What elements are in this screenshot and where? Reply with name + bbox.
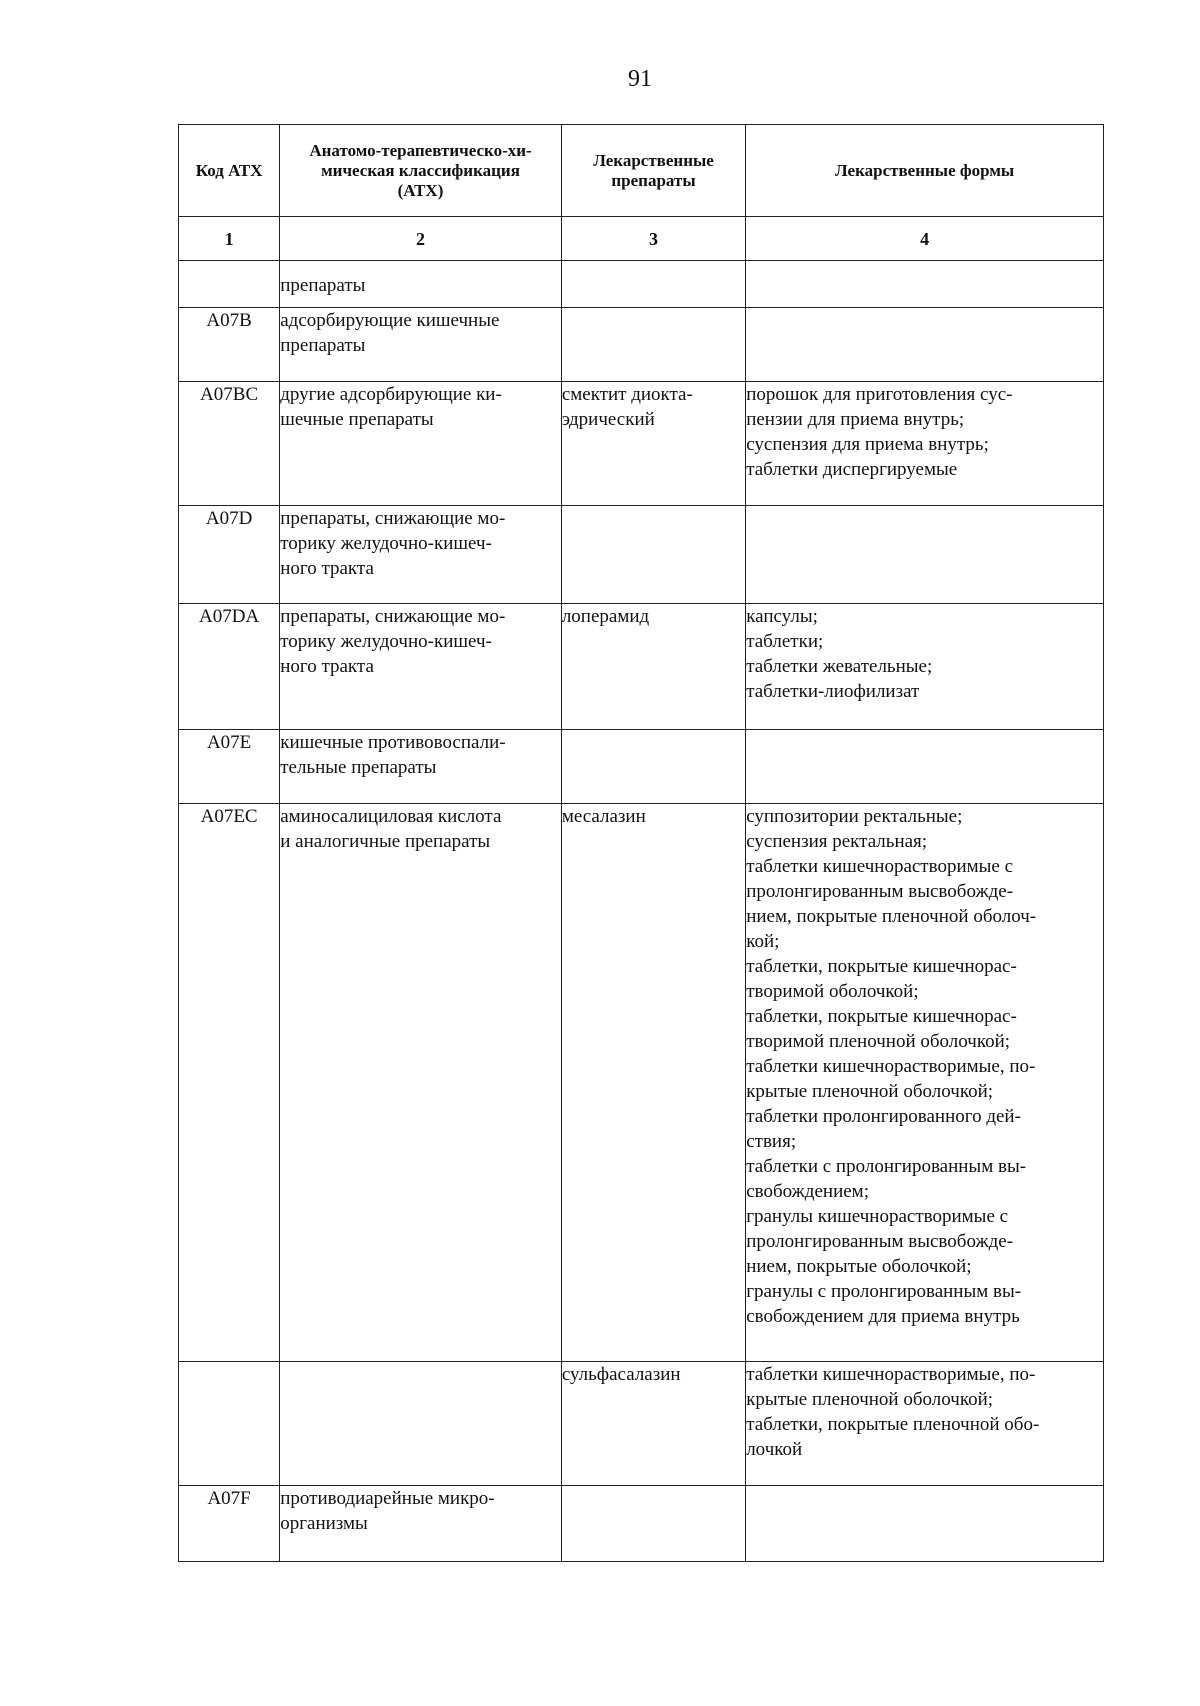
cell-code: A07B bbox=[179, 308, 280, 382]
cell-forms bbox=[746, 261, 1104, 308]
cell-drug bbox=[561, 1486, 745, 1562]
table-header-row bbox=[179, 125, 1104, 217]
atx-table bbox=[178, 124, 1104, 1562]
cell-drug bbox=[561, 506, 745, 604]
cell-drug: смектит диокта- эдрический bbox=[561, 382, 745, 506]
column-number: 2 bbox=[280, 217, 562, 261]
table-row bbox=[179, 730, 1104, 804]
cell-classification: противодиарейные микро- организмы bbox=[280, 1486, 562, 1562]
cell-code: A07EC bbox=[179, 804, 280, 1362]
cell-code: A07DA bbox=[179, 604, 280, 730]
cell-code: A07D bbox=[179, 506, 280, 604]
cell-classification: кишечные противовоспали- тельные препараты bbox=[280, 730, 562, 804]
header-code: Код АТХ bbox=[179, 125, 280, 217]
cell-classification: препараты, снижающие мо- торику желудочно-кишеч- ного тракта bbox=[280, 604, 562, 730]
cell-code: A07E bbox=[179, 730, 280, 804]
column-number: 3 bbox=[561, 217, 745, 261]
table-row bbox=[179, 506, 1104, 604]
column-number: 1 bbox=[179, 217, 280, 261]
cell-classification: другие адсорбирующие ки- шечные препараты bbox=[280, 382, 562, 506]
cell-forms bbox=[746, 730, 1104, 804]
header-classification: Анатомо-терапевтическо-хи- мическая классификация (АТХ) bbox=[280, 125, 562, 217]
cell-drug: сульфасалазин bbox=[561, 1362, 745, 1486]
table-row bbox=[179, 604, 1104, 730]
cell-drug bbox=[561, 730, 745, 804]
table-row bbox=[179, 1362, 1104, 1486]
cell-drug: лоперамид bbox=[561, 604, 745, 730]
table-row bbox=[179, 261, 1104, 308]
cell-drug: месалазин bbox=[561, 804, 745, 1362]
cell-drug bbox=[561, 261, 745, 308]
cell-classification: препараты, снижающие мо- торику желудочно-кишеч- ного тракта bbox=[280, 506, 562, 604]
table-row bbox=[179, 308, 1104, 382]
page-number: 91 bbox=[628, 66, 652, 92]
cell-classification bbox=[280, 1362, 562, 1486]
table-row bbox=[179, 804, 1104, 1362]
table-row bbox=[179, 1486, 1104, 1562]
table-row bbox=[179, 382, 1104, 506]
cell-forms bbox=[746, 1486, 1104, 1562]
cell-classification: аминосалициловая кислота и аналогичные препараты bbox=[280, 804, 562, 1362]
cell-forms bbox=[746, 506, 1104, 604]
cell-forms: суппозитории ректальные; суспензия ректальная; таблетки кишечнорастворимые с пролонгированным высвобожде- нием, покрытые пленочной оболоч- кой; таблетки, покрытые кишечнорас- творимой оболочкой; таблетки, покрытые кишечнорас- творимой пленочной оболочкой; таблетки кишечнорастворимые, по- крытые пленочной оболочкой; таблетки пролонгированного дей- ствия; таблетки с пролонгированным вы- свобождением; гранулы кишечнорастворимые с пролонгированным высвобожде- нием, покрытые оболочкой; гранулы с пролонгированным вы- свобождением для приема внутрь bbox=[746, 804, 1104, 1362]
cell-classification: адсорбирующие кишечные препараты bbox=[280, 308, 562, 382]
cell-forms bbox=[746, 308, 1104, 382]
cell-drug bbox=[561, 308, 745, 382]
column-number-row bbox=[179, 217, 1104, 261]
cell-code: A07F bbox=[179, 1486, 280, 1562]
header-drugs: Лекарственные препараты bbox=[561, 125, 745, 217]
column-number: 4 bbox=[746, 217, 1104, 261]
cell-code bbox=[179, 261, 280, 308]
cell-code bbox=[179, 1362, 280, 1486]
cell-forms: порошок для приготовления сус- пензии для приема внутрь; суспензия для приема внутрь; таблетки диспергируемые bbox=[746, 382, 1104, 506]
cell-forms: таблетки кишечнорастворимые, по- крытые пленочной оболочкой; таблетки, покрытые пленочной обо- лочкой bbox=[746, 1362, 1104, 1486]
cell-forms: капсулы; таблетки; таблетки жевательные; таблетки-лиофилизат bbox=[746, 604, 1104, 730]
header-forms: Лекарственные формы bbox=[746, 125, 1104, 217]
cell-code: A07BC bbox=[179, 382, 280, 506]
cell-classification: препараты bbox=[280, 261, 562, 308]
